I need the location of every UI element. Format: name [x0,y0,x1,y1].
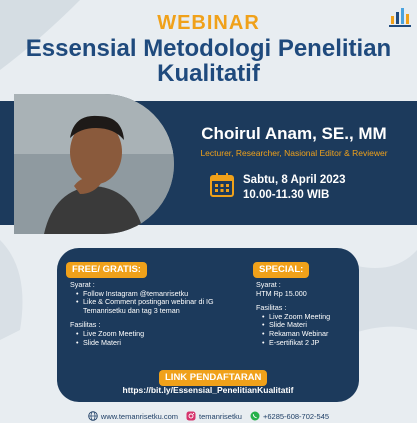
event-date: Sabtu, 8 April 2023 [243,174,346,186]
list-item: • Live Zoom Meeting [262,313,356,322]
special-fasilitas-label: Fasilitas : [256,303,287,313]
list-item: • Slide Materi [262,321,356,330]
speaker-name: Choirul Anam, SE., MM [201,124,387,143]
title-line-1: Essensial Metodologi Penelitian [25,35,392,62]
registration-badge: LINK PENDAFTARAN [159,370,267,386]
globe-icon [88,411,98,421]
list-item: • Rekaman Webinar [262,330,356,339]
free-fasilitas-label: Fasilitas : [70,320,101,330]
registration-link[interactable]: https://bit.ly/Essensial_PenelitianKualitatif [122,385,294,395]
list-item: • Slide Materi [76,339,250,348]
list-item: • E-sertifikat 2 JP [262,339,356,348]
list-item: • Live Zoom Meeting [76,330,250,339]
special-price: HTM Rp 15.000 [256,288,307,298]
speaker-photo [14,94,174,234]
title-line-2: Kualitatif [157,60,260,87]
webinar-kicker: WEBINAR [157,12,260,34]
whatsapp-text: +6285-608-702-545 [262,411,330,421]
website-text: www.temanrisetku.com [100,411,179,421]
footer [0,409,417,423]
calendar-icon [209,172,235,198]
special-badge: SPECIAL: [253,262,309,278]
instagram-icon [186,411,196,421]
whatsapp-icon [250,411,260,421]
page-title [20,36,397,86]
special-syarat-label: Syarat : [256,280,281,289]
list-item: • Follow Instagram @temanrisetku [76,290,250,299]
free-details [70,281,250,347]
list-item: • Like & Comment postingan webinar di IG Temanrisetku dan tag 3 teman [76,298,250,315]
free-badge: FREE/ GRATIS: [66,262,147,278]
instagram-text: temanrisetku [199,411,242,421]
footer-instagram[interactable] [186,411,242,421]
footer-whatsapp[interactable] [250,411,329,421]
footer-website[interactable] [88,411,178,421]
speaker-role: Lecturer, Researcher, Nasional Editor & Reviewer [200,148,388,158]
free-syarat-label: Syarat : [70,280,95,289]
special-details [256,281,356,347]
event-time: 10.00-11.30 WIB [243,189,330,201]
